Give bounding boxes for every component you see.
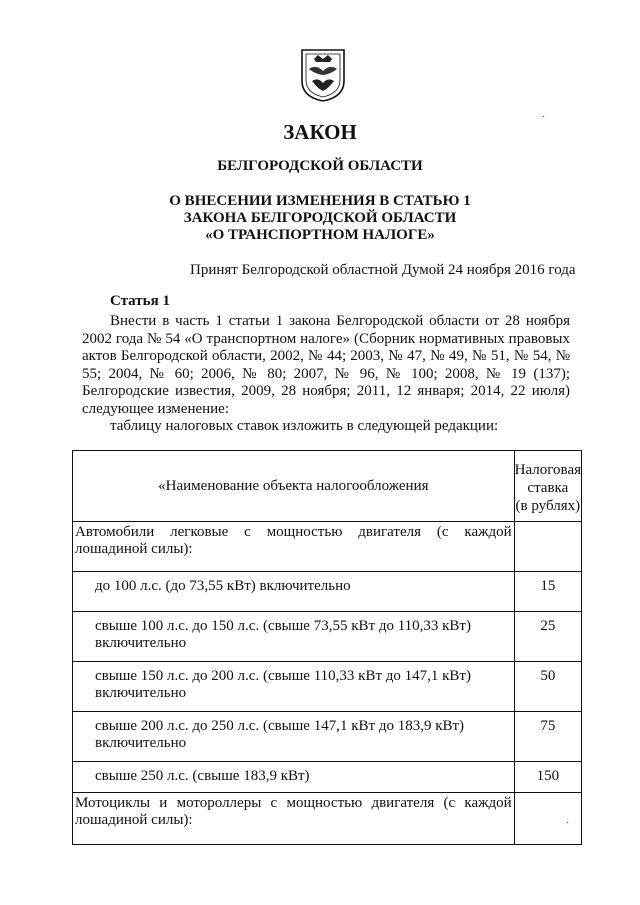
row-rate: 25 [514,612,581,662]
empty-rate-cell [514,793,581,845]
row-rate: 50 [514,662,581,712]
table-row [73,612,582,662]
region-title: БЕЛГОРОДСКОЙ ОБЛАСТИ [217,158,423,174]
subject-line: ЗАКОНА БЕЛГОРОДСКОЙ ОБЛАСТИ [183,210,457,226]
row-rate: 15 [514,572,581,612]
header-rate-line: (в рублях) [515,498,581,514]
row-name: свыше 100 л.с. до 150 л.с. (свыше 73,55 кВт до 110,33 кВт) включительно [73,612,515,662]
table-header-row [73,451,582,522]
empty-rate-cell [514,522,581,572]
adoption-note: Принят Белгородской областной Думой 24 ноября 2016 года [190,262,576,278]
article-text: Внести в часть 1 статьи 1 закона Белгородской области от 28 ноября 2002 года № 54 «О транспортном налоге» (Сборник нормативных правовых актов Белгородской области, 2002, № 44; 2003, № 47, № 49, № 51, № 54, № 55; 2004, № 60; 2006, № 80; 2007, № 96, № 100; 2008, № 19 (137); Белгородские известия, 2009, 28 ноября; 2011, 12 января; 2014, 22 июля) следующее изменение: [82,313,570,417]
law-title: ЗАКОН [283,120,357,144]
law-subject [0,193,640,244]
scan-speck: · [566,818,570,829]
header-rate-cell [514,451,581,522]
table-intro: таблицу налоговых ставок изложить в следующей редакции: [110,418,499,434]
row-name: до 100 л.с. (до 73,55 кВт) включительно [73,572,515,612]
table-row [73,522,582,572]
subject-line: О ВНЕСЕНИИ ИЗМЕНЕНИЯ В СТАТЬЮ 1 [169,193,471,209]
row-name: свыше 250 л.с. (свыше 183,9 кВт) [73,762,515,793]
article-paragraph [82,313,570,419]
header-rate-line: ставка [527,480,569,496]
row-rate: 150 [514,762,581,793]
subject-line: «О ТРАНСПОРТНОМ НАЛОГЕ» [205,227,435,243]
article-heading: Статья 1 [110,293,170,309]
table-row [73,762,582,793]
table-row [73,662,582,712]
category-motorcycles: Мотоциклы и мотороллеры с мощностью двигателя (с каждой лошадиной силы): [73,793,515,845]
category-cars: Автомобили легковые с мощностью двигателя (с каждой лошадиной силы): [73,522,515,572]
coat-of-arms-emblem [298,47,348,103]
row-name: свыше 200 л.с. до 250 л.с. (свыше 147,1 кВт до 183,9 кВт) включительно [73,712,515,762]
row-rate: 75 [514,712,581,762]
table-row [73,793,582,845]
row-name: свыше 150 л.с. до 200 л.с. (свыше 110,33 кВт до 147,1 кВт) включительно [73,662,515,712]
header-rate-line: Налоговая [514,462,581,478]
scan-speck: · [542,112,546,123]
table-row [73,712,582,762]
table-row [73,572,582,612]
tax-rate-table [72,450,582,845]
header-name-cell: «Наименование объекта налогообложения [73,451,515,522]
